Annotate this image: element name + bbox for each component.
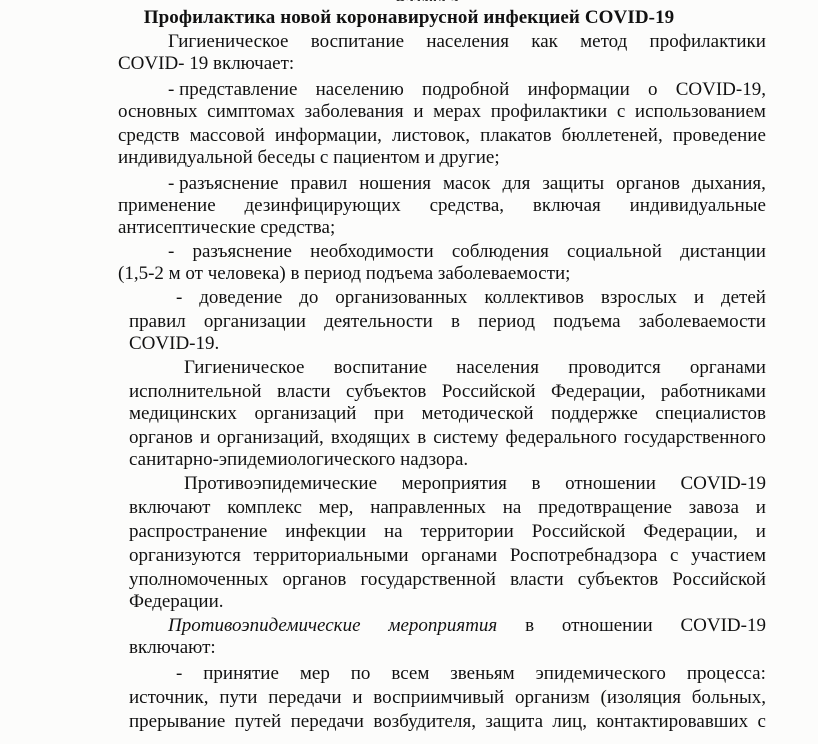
word: взрослых <box>600 287 678 308</box>
word: мер <box>299 663 330 684</box>
word: государственной <box>360 569 496 590</box>
word: на <box>502 497 522 518</box>
word: ношения <box>359 173 432 194</box>
text-line <box>168 241 766 263</box>
word: территориальными <box>253 545 409 566</box>
word: дистанции <box>680 241 766 262</box>
word: субъектов <box>577 569 659 590</box>
word: органов <box>616 173 680 194</box>
text-line: COVID-19. <box>129 333 220 354</box>
word: COVID-19, <box>675 79 766 100</box>
text-line <box>129 403 766 425</box>
word: до <box>299 287 319 308</box>
word: - <box>176 663 183 684</box>
word: принятие <box>203 663 279 684</box>
word: методической <box>421 403 534 424</box>
word: средства, <box>429 195 505 216</box>
word: возбудителя, <box>373 711 476 732</box>
text-line <box>176 663 766 685</box>
word: входящих <box>330 427 411 448</box>
word: с <box>670 545 679 566</box>
text-line <box>129 711 766 733</box>
word: уполномоченных <box>129 569 269 590</box>
word: Противоэпидемические <box>184 473 378 494</box>
word: профилактики <box>490 101 608 122</box>
word: участием <box>691 545 766 566</box>
word: Противоэпидемические <box>168 615 361 636</box>
word: передачи <box>290 711 364 732</box>
word: организаций <box>254 403 357 424</box>
word: необходимости <box>310 241 434 262</box>
word: Российской <box>531 521 626 542</box>
word: в <box>417 427 427 448</box>
word: эпидемического <box>535 663 666 684</box>
word: правил <box>290 173 348 194</box>
word: с <box>757 711 766 732</box>
word: территории <box>420 521 514 542</box>
word: заболевания <box>304 101 404 122</box>
word: симптомах <box>207 101 295 122</box>
word: пути <box>219 687 258 708</box>
word: источник, <box>129 687 209 708</box>
word: правил <box>129 311 186 332</box>
word: включая <box>532 195 601 216</box>
text-line: Федерации. <box>129 591 224 612</box>
word: применение <box>118 195 216 216</box>
text-line <box>184 473 766 495</box>
word: населения <box>456 357 539 378</box>
word: защита <box>485 711 544 732</box>
word: воспитание <box>310 31 405 52</box>
word: - <box>168 241 175 262</box>
word: предотвращение <box>538 497 672 518</box>
text-line <box>168 79 766 101</box>
word: и <box>352 687 363 708</box>
word: медицинских <box>129 403 237 424</box>
word: процесса: <box>686 663 766 684</box>
word: власти <box>510 569 564 590</box>
text-line <box>118 125 766 147</box>
word: Гигиеническое <box>168 31 289 52</box>
text-line <box>129 521 766 543</box>
word: прерывание <box>129 711 226 732</box>
word: коллективов <box>484 287 584 308</box>
word: организаций, <box>217 427 324 448</box>
text-line <box>184 357 766 379</box>
word: организуются <box>129 545 241 566</box>
word: распространение <box>129 521 268 542</box>
word: в <box>525 615 535 636</box>
word: населения <box>426 31 510 52</box>
word: мерах <box>433 101 482 122</box>
word: социальной <box>567 241 662 262</box>
word: (изоляция <box>600 687 681 708</box>
word: проведение <box>672 125 766 146</box>
word: включают <box>129 497 211 518</box>
word: соблюдения <box>451 241 549 262</box>
document-title: Профилактика новой коронавирусной инфекцией COVID-19 <box>143 7 675 28</box>
word: комплекс <box>227 497 302 518</box>
word: отношении <box>561 615 653 636</box>
word: подъема <box>553 311 621 332</box>
word: листовок, <box>391 125 470 146</box>
word: детей <box>720 287 766 308</box>
word: мер, <box>318 497 354 518</box>
word: - разъяснение <box>168 173 279 194</box>
word: Российской <box>441 381 536 402</box>
word: дезинфицирующих <box>244 195 401 216</box>
word: Российской <box>672 569 766 590</box>
word: в <box>451 311 460 332</box>
word: восприимчивый <box>373 687 505 708</box>
word: разъяснение <box>192 241 292 262</box>
word: путей <box>234 711 282 732</box>
word: и <box>413 101 424 122</box>
word: информации, <box>274 125 382 146</box>
word: передачи <box>268 687 342 708</box>
word: метод <box>580 31 628 52</box>
word: органами <box>689 357 766 378</box>
word: всем <box>391 663 430 684</box>
text-line <box>129 545 766 567</box>
word: бюллетеней, <box>561 125 663 146</box>
word: средств <box>118 125 180 146</box>
text-line <box>129 569 766 591</box>
word: заболеваемости <box>638 311 766 332</box>
text-line <box>129 311 766 333</box>
word: Федерации, <box>643 521 738 542</box>
word: как <box>531 31 558 52</box>
word: - представление <box>168 79 298 100</box>
text-line <box>129 381 766 403</box>
word: о <box>648 79 658 100</box>
text-line: антисептические средства; <box>118 217 336 238</box>
word: - <box>176 287 183 308</box>
word: мероприятия <box>401 473 507 494</box>
text-line: индивидуальной беседы с пациентом и другие; <box>118 147 500 168</box>
word: организм <box>514 687 590 708</box>
word: организованных <box>335 287 468 308</box>
word: поддержке <box>551 403 638 424</box>
word: завоза <box>688 497 739 518</box>
word: индивидуальные <box>629 195 766 216</box>
text-line <box>129 687 766 709</box>
text-line <box>118 195 766 217</box>
word: плакатов <box>480 125 552 146</box>
word: деятельности <box>324 311 433 332</box>
word: органов <box>282 569 347 590</box>
text-line <box>118 101 766 123</box>
word: специалистов <box>655 403 766 424</box>
word: лиц, <box>552 711 587 732</box>
word: COVID-19 <box>680 615 766 636</box>
word: и <box>755 521 766 542</box>
word: звеньям <box>450 663 515 684</box>
word: Гигиеническое <box>184 357 305 378</box>
word: COVID-19 <box>680 473 766 494</box>
word: отношении <box>565 473 656 494</box>
word: с <box>616 101 626 122</box>
word: власти <box>277 381 331 402</box>
cut-off-heading <box>395 0 459 1</box>
word: массовой <box>189 125 265 146</box>
text-line <box>129 427 766 449</box>
word: больных, <box>691 687 766 708</box>
text-line <box>129 497 766 519</box>
text-line: (1,5-2 м от человека) в период подъема заболеваемости; <box>118 263 571 284</box>
word: организации <box>203 311 306 332</box>
word: систему <box>433 427 499 448</box>
text-line <box>168 173 766 195</box>
word: направленных <box>370 497 486 518</box>
word: по <box>350 663 371 684</box>
text-line: включают: <box>129 637 216 658</box>
word: при <box>374 403 404 424</box>
word: контактировавших <box>596 711 749 732</box>
word: и <box>755 497 766 518</box>
text-line: COVID- 19 включает: <box>118 53 295 74</box>
word: инфекции <box>285 521 367 542</box>
word: органами <box>421 545 498 566</box>
text-line <box>176 287 766 309</box>
word: Федерации, <box>550 381 646 402</box>
word: в <box>531 473 541 494</box>
word: использованием <box>634 101 766 122</box>
word: для <box>502 173 531 194</box>
word: профилактики <box>649 31 766 52</box>
word: федерального <box>505 427 617 448</box>
word: населению <box>315 79 404 100</box>
word: мероприятия <box>388 615 498 636</box>
word: проводится <box>568 357 661 378</box>
word: воспитание <box>333 357 428 378</box>
word: субъектов <box>346 381 427 402</box>
word: период <box>478 311 536 332</box>
text-line <box>168 31 766 53</box>
text-line <box>168 615 766 637</box>
word: доведение <box>199 287 283 308</box>
word: работниками <box>660 381 766 402</box>
word: подробной <box>422 79 510 100</box>
word: дыхания, <box>691 173 766 194</box>
word: Роспотребнадзора <box>509 545 658 566</box>
word: исполнительной <box>129 381 262 402</box>
word: информации <box>527 79 630 100</box>
text-line: санитарно-эпидемиологического надзора. <box>129 449 469 470</box>
word: и <box>693 287 705 308</box>
word: масок <box>443 173 491 194</box>
word: на <box>383 521 403 542</box>
word: основных <box>118 101 198 122</box>
word: защиты <box>542 173 605 194</box>
word: и <box>199 427 211 448</box>
word: органов <box>129 427 193 448</box>
word: государственного <box>623 427 766 448</box>
